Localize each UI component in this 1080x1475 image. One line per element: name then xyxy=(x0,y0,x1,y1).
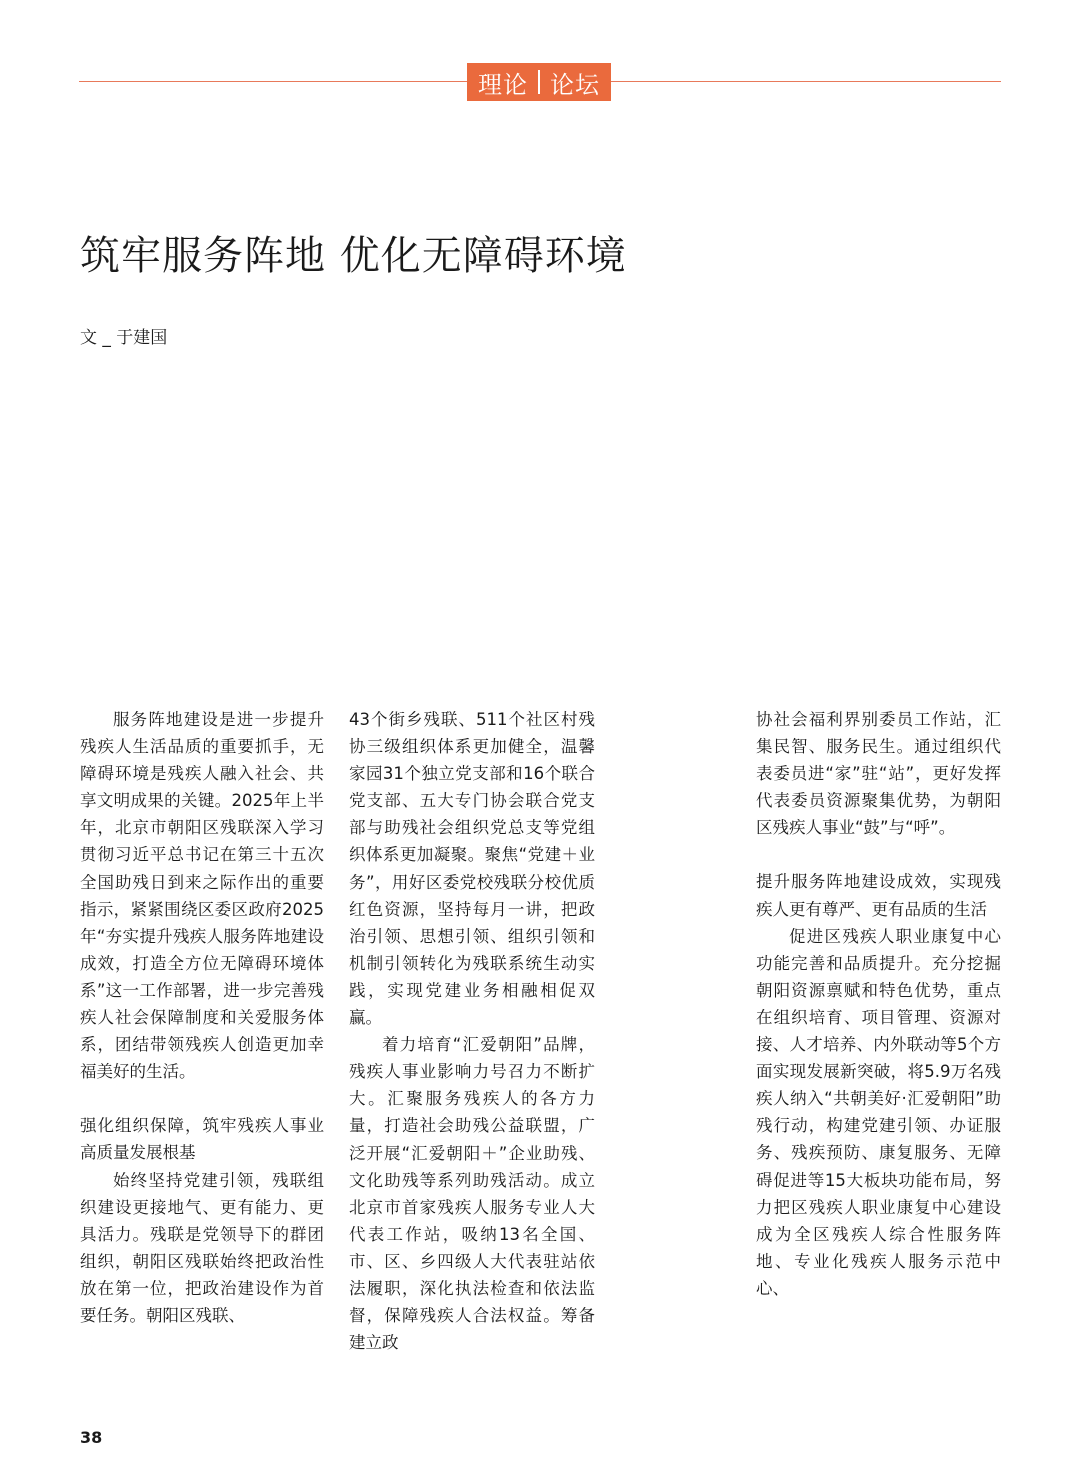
paragraph-party-building: 始终坚持党建引领，残联组织建设更接地气、更有能力、更具活力。残联是党领导下的群团组织，朝阳区残联始终把政治性放在第一位，把政治建设作为首要任务。朝阳区残联、 xyxy=(80,1170,324,1325)
section-tag-right: 论坛 xyxy=(550,70,600,99)
text-column-1 xyxy=(80,706,324,1329)
text-column-3 xyxy=(756,706,1001,1302)
article-title: 筑牢服务阵地 优化无障碍环境 xyxy=(80,233,627,279)
section-heading-1: 强化组织保障，筑牢残疾人事业高质量发展根基 xyxy=(80,1116,324,1163)
paragraph-organization: 43个街乡残联、511个社区村残协三级组织体系更加健全，温馨家园31个独立党支部和16个联合党支部、五大专门协会联合党支部与助残社会组织党总支等党组织体系更加凝聚。聚焦“党建＋业务”，用好区委党校残联分校优质红色资源，坚持每月一讲，把政治引领、思想引领、组织引领和机制引领转化为残联系统生动实践，实现党建业务相融相促双赢。 xyxy=(349,710,595,1028)
section-tag-left: 理论 xyxy=(478,70,528,99)
paragraph-rehab-center: 促进区残疾人职业康复中心功能完善和品质提升。充分挖掘朝阳资源禀赋和特色优势，重点在组织培育、项目管理、资源对接、人才培养、内外联动等5个方面实现发展新突破，将5.9万名残疾人纳入“共朝美好·汇爱朝阳”助残行动，构建党建引领、办证服务、残疾预防、康复服务、无障碍促进等15大板块功能布局，努力把区残疾人职业康复中心建设成为全区残疾人综合性服务阵地、专业化残疾人服务示范中心、 xyxy=(756,926,1001,1298)
paragraph-brand: 着力培育“汇爱朝阳”品牌，残疾人事业影响力号召力不断扩大。汇聚服务残疾人的各方力量，打造社会助残公益联盟，广泛开展“汇爱朝阳＋”企业助残、文化助残等系列助残活动。成立北京市首家残疾人服务专业人大代表工作站，吸纳13名全国、市、区、乡四级人大代表驻站依法履职，深化执法检查和依法监督，保障残疾人合法权益。筹备建立政 xyxy=(349,1035,595,1353)
paragraph-committee: 协社会福利界别委员工作站，汇集民智、服务民生。通过组织代表委员进“家”驻“站”，更好发挥代表委员资源聚集优势，为朝阳区残疾人事业“鼓”与“呼”。 xyxy=(756,710,1001,838)
section-heading-2: 提升服务阵地建设成效，实现残疾人更有尊严、更有品质的生活 xyxy=(756,872,1001,919)
text-column-2 xyxy=(349,706,595,1356)
section-tag xyxy=(467,63,611,101)
article-author: 文 _ 于建国 xyxy=(80,328,168,348)
section-tag-divider xyxy=(538,70,540,94)
page-number: 38 xyxy=(80,1428,103,1447)
paragraph-intro: 服务阵地建设是进一步提升残疾人生活品质的重要抓手，无障碍环境是残疾人融入社会、共享文明成果的关键。2025年上半年，北京市朝阳区残联深入学习贯彻习近平总书记在第三十五次全国助残日到来之际作出的重要指示，紧紧围绕区委区政府2025年“夯实提升残疾人服务阵地建设成效，打造全方位无障碍环境体系”这一工作部署，进一步完善残疾人社会保障制度和关爱服务体系，团结带领残疾人创造更加幸福美好的生活。 xyxy=(80,710,324,1082)
